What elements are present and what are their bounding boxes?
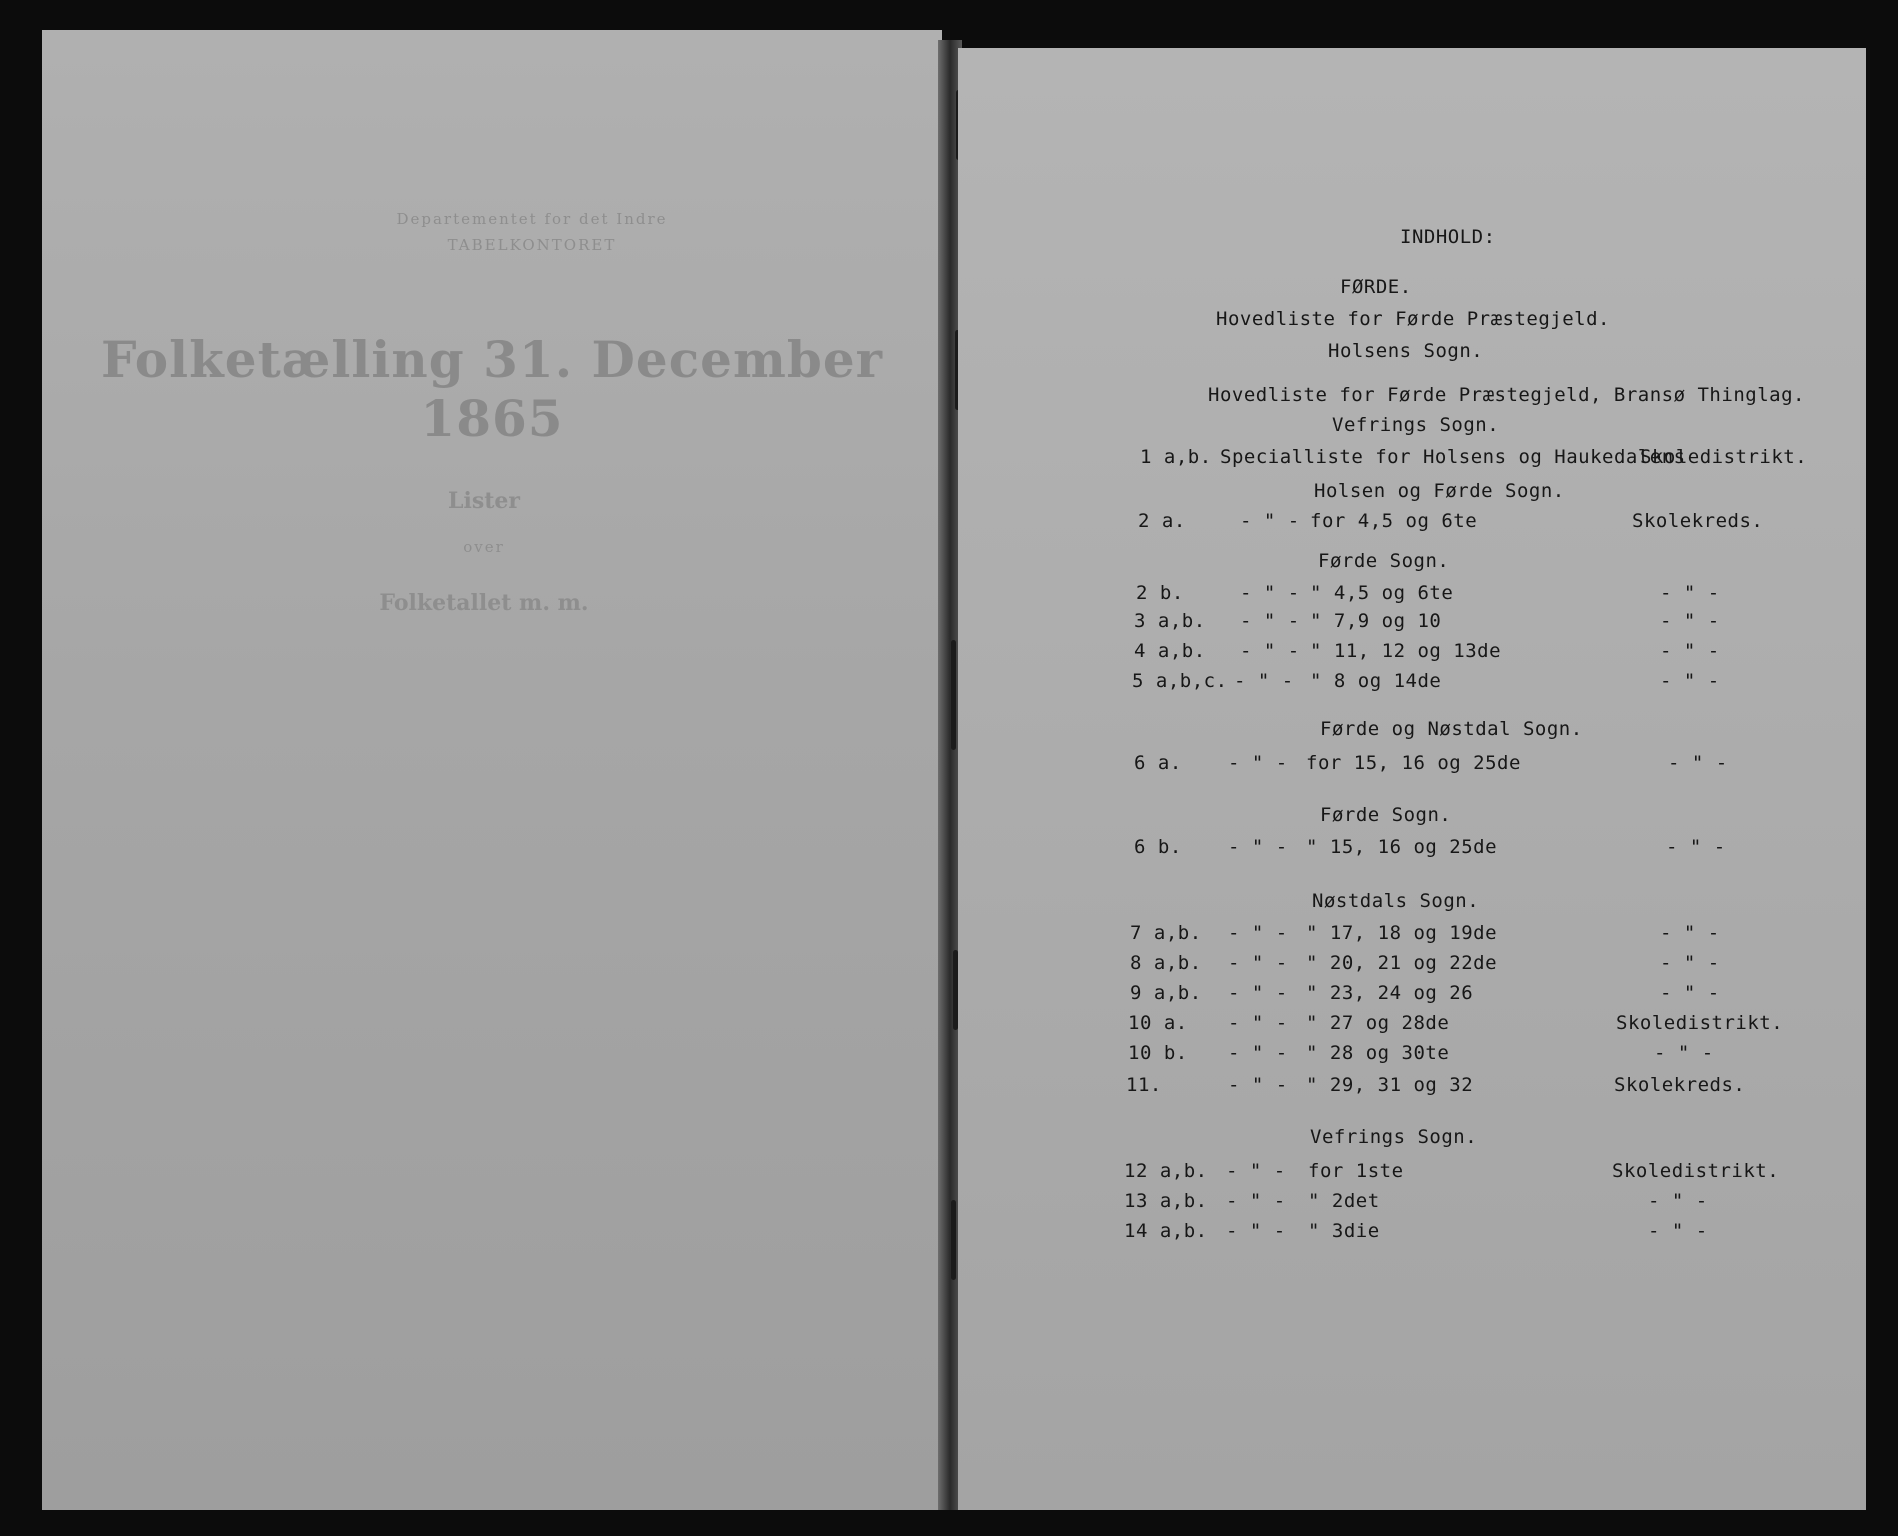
entry-text: Specialliste for Holsens og Haukedalens xyxy=(1220,446,1686,468)
entry-number: 12 a,b. xyxy=(1124,1160,1208,1182)
entry-text: " 28 og 30te xyxy=(1306,1042,1450,1064)
left-page xyxy=(42,30,942,1510)
binding-stitch xyxy=(951,640,956,750)
entry-suffix: - " - xyxy=(1668,752,1728,774)
entry-text: " 8 og 14de xyxy=(1310,670,1442,692)
entry-ditto: - " - xyxy=(1228,836,1288,858)
entry-text: " 3die xyxy=(1308,1220,1380,1242)
entry-text: " 2det xyxy=(1308,1190,1380,1212)
entry-number: 2 b. xyxy=(1136,582,1184,604)
entry-text: " 29, 31 og 32 xyxy=(1306,1074,1474,1096)
entry-ditto: - " - xyxy=(1240,640,1300,662)
entry-number: 6 a. xyxy=(1134,752,1182,774)
section-heading: Førde og Nøstdal Sogn. xyxy=(1320,718,1583,740)
main-list-line: Hovedliste for Førde Præstegjeld. xyxy=(1216,308,1610,330)
entry-number: 4 a,b. xyxy=(1134,640,1206,662)
parish-heading: FØRDE. xyxy=(1340,276,1412,298)
entry-suffix: - " - xyxy=(1654,1042,1714,1064)
entry-suffix: - " - xyxy=(1660,582,1720,604)
entry-text: for 1ste xyxy=(1308,1160,1404,1182)
entry-suffix: - " - xyxy=(1660,952,1720,974)
entry-suffix: Skolekreds. xyxy=(1614,1074,1746,1096)
entry-number: 3 a,b. xyxy=(1134,610,1206,632)
entry-ditto: - " - xyxy=(1228,1042,1288,1064)
entry-ditto: - " - xyxy=(1234,670,1294,692)
section-heading: Nøstdals Sogn. xyxy=(1312,890,1480,912)
section-heading: Førde Sogn. xyxy=(1318,550,1450,572)
folketallet-label: Folketallet m. m. xyxy=(379,590,589,616)
entry-number: 7 a,b. xyxy=(1130,922,1202,944)
office-line: TABELKONTORET xyxy=(447,236,617,254)
entry-number: 10 a. xyxy=(1128,1012,1188,1034)
right-page xyxy=(958,48,1866,1510)
section-heading: Vefrings Sogn. xyxy=(1310,1126,1478,1148)
binding-stitch xyxy=(951,1200,956,1280)
entry-ditto: - " - xyxy=(1228,952,1288,974)
entry-number: 6 b. xyxy=(1134,836,1182,858)
entry-text: for 15, 16 og 25de xyxy=(1306,752,1521,774)
entry-text: " 11, 12 og 13de xyxy=(1310,640,1502,662)
main-list-line: Hovedliste for Førde Præstegjeld, Bransø Thinglag. xyxy=(1208,384,1805,406)
contents-heading: INDHOLD: xyxy=(1400,226,1496,248)
entry-suffix: - " - xyxy=(1666,836,1726,858)
entry-suffix: - " - xyxy=(1660,610,1720,632)
entry-ditto: - " - xyxy=(1226,1160,1286,1182)
entry-suffix: Skolekreds. xyxy=(1632,510,1764,532)
entry-ditto: - " - xyxy=(1240,610,1300,632)
entry-ditto: - " - xyxy=(1228,982,1288,1004)
entry-number: 1 a,b. xyxy=(1140,446,1212,468)
entry-text: " 17, 18 og 19de xyxy=(1306,922,1498,944)
entry-text: " 7,9 og 10 xyxy=(1310,610,1442,632)
entry-text: " 4,5 og 6te xyxy=(1310,582,1454,604)
entry-text: " 23, 24 og 26 xyxy=(1306,982,1474,1004)
entry-number: 8 a,b. xyxy=(1130,952,1202,974)
over-label: over xyxy=(463,538,505,556)
department-line: Departementet for det Indre xyxy=(396,210,668,228)
entry-number: 5 a,b,c. xyxy=(1132,670,1228,692)
section-heading: Holsen og Førde Sogn. xyxy=(1314,480,1565,502)
entry-text: for 4,5 og 6te xyxy=(1310,510,1478,532)
entry-number: 11. xyxy=(1126,1074,1162,1096)
entry-suffix: - " - xyxy=(1660,670,1720,692)
entry-suffix: Skoledistrikt. xyxy=(1612,1160,1780,1182)
entry-ditto: - " - xyxy=(1228,1012,1288,1034)
entry-suffix: - " - xyxy=(1648,1190,1708,1212)
entry-ditto: - " - xyxy=(1226,1220,1286,1242)
entry-ditto: - " - xyxy=(1226,1190,1286,1212)
entry-text: " 27 og 28de xyxy=(1306,1012,1450,1034)
entry-ditto: - " - xyxy=(1240,510,1300,532)
entry-suffix: - " - xyxy=(1660,640,1720,662)
entry-suffix: - " - xyxy=(1660,982,1720,1004)
entry-text: " 15, 16 og 25de xyxy=(1306,836,1498,858)
entry-number: 13 a,b. xyxy=(1124,1190,1208,1212)
entry-number: 2 a. xyxy=(1138,510,1186,532)
entry-ditto: - " - xyxy=(1228,922,1288,944)
entry-text: " 20, 21 og 22de xyxy=(1306,952,1498,974)
section-heading: Førde Sogn. xyxy=(1320,804,1452,826)
entry-number: 9 a,b. xyxy=(1130,982,1202,1004)
entry-suffix: - " - xyxy=(1648,1220,1708,1242)
entry-ditto: - " - xyxy=(1240,582,1300,604)
census-title: Folketælling 31. December 1865 xyxy=(101,330,883,448)
entry-suffix: Skoledistrikt. xyxy=(1640,446,1808,468)
entry-number: 14 a,b. xyxy=(1124,1220,1208,1242)
entry-number: 10 b. xyxy=(1128,1042,1188,1064)
entry-suffix: Skoledistrikt. xyxy=(1616,1012,1784,1034)
entry-ditto: - " - xyxy=(1228,752,1288,774)
entry-ditto: - " - xyxy=(1228,1074,1288,1096)
section-heading: Vefrings Sogn. xyxy=(1332,414,1500,436)
lister-label: Lister xyxy=(448,488,520,514)
entry-suffix: - " - xyxy=(1660,922,1720,944)
section-heading: Holsens Sogn. xyxy=(1328,340,1484,362)
